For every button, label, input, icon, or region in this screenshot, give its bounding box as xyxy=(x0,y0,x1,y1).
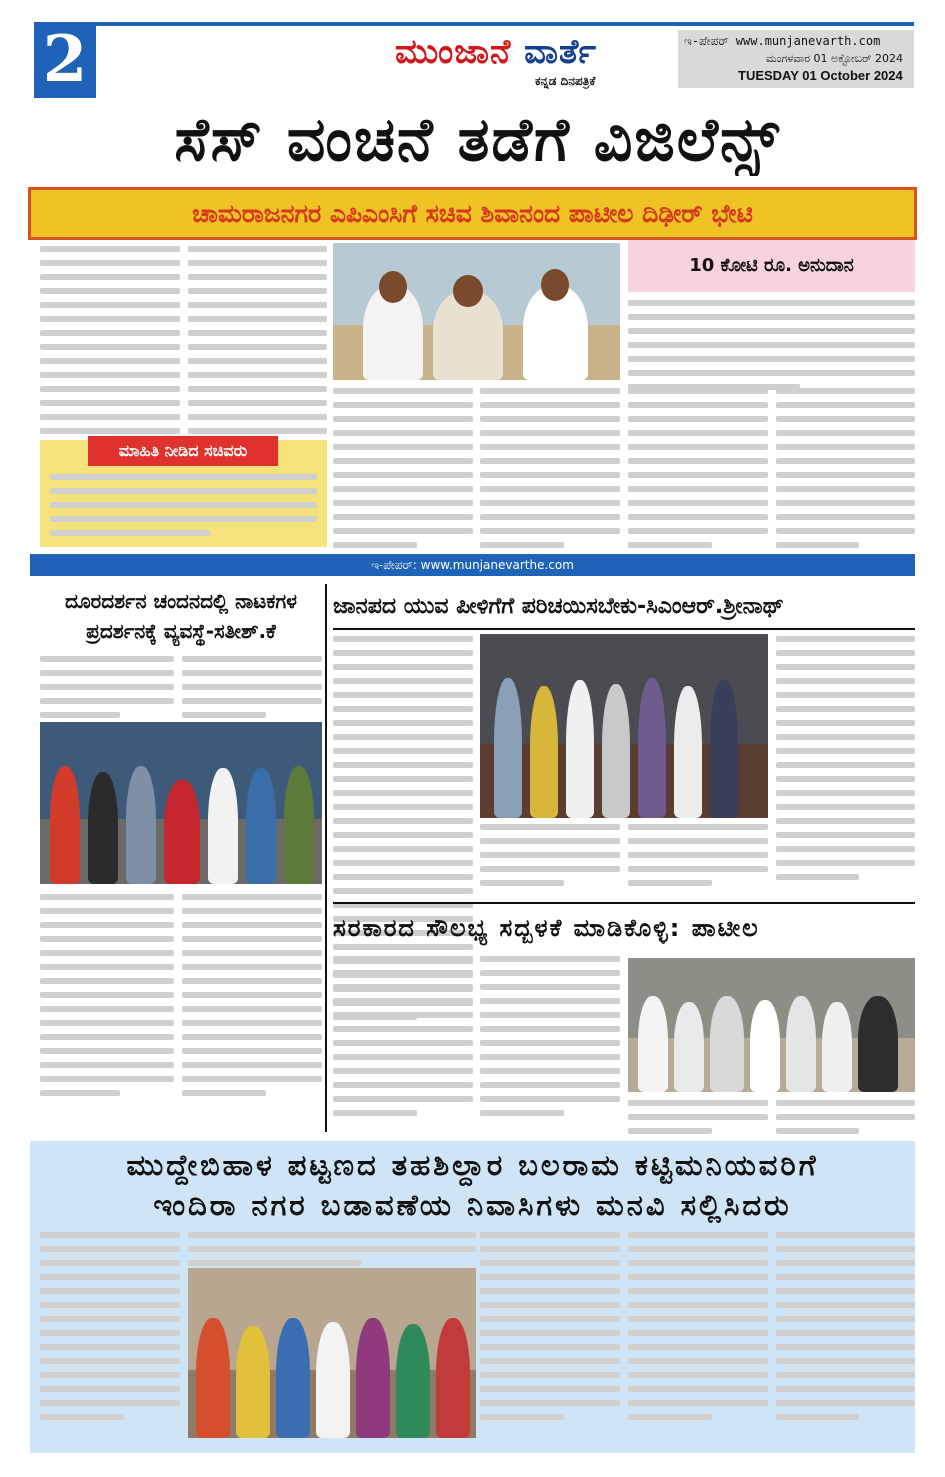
column-separator xyxy=(325,584,327,1132)
grant-article xyxy=(628,300,915,398)
doordarshan-photo-felicitation xyxy=(40,722,322,884)
muddebihal-headline xyxy=(30,1145,915,1225)
sarkara-article-column-4 xyxy=(776,1100,915,1142)
janapada-article-column-2 xyxy=(480,824,620,894)
doordarshan-article-column-3 xyxy=(40,894,174,1104)
masthead xyxy=(0,0,945,100)
lead-photo-minister-visit xyxy=(333,243,620,380)
grant-box xyxy=(628,240,915,292)
newspaper-tagline: ಕನ್ನಡ ದಿನಪತ್ರಿಕೆ xyxy=(535,74,596,88)
muddebihal-photo-residents xyxy=(188,1268,476,1438)
lead-headline: ಸೆಸ್ ವಂಚನೆ ತಡೆಗೆ ವಿಜಿಲೆನ್ಸ್ xyxy=(174,105,781,175)
info-box xyxy=(40,440,327,547)
section-rule xyxy=(333,628,915,630)
doordarshan-article-column-2 xyxy=(182,656,322,726)
epaper-strip xyxy=(30,554,915,576)
muddebihal-headline-line-1: ಮುದ್ದೇಬಿಹಾಳ ಪಟ್ಟಣದ ತಹಶಿಲ್ದಾರ ಬಲರಾಮ ಕಟ್ಟಿಮನಿಯವರಿಗೆ xyxy=(126,1148,819,1182)
lead-article-column-1 xyxy=(40,246,180,456)
janapada-article-column-4 xyxy=(776,636,915,888)
lead-article-column-2 xyxy=(188,246,327,456)
lead-subheadline-banner xyxy=(28,187,917,240)
epaper-strip-label[interactable]: ಇ-ಪೇಪರ್: www.munjanevarthe.com xyxy=(371,558,574,572)
edition-date-kannada: ಮಂಗಳವಾರ 01 ಅಕ್ಟೋಬರ್ 2024 xyxy=(766,52,903,65)
doordarshan-article-column-1 xyxy=(40,656,174,726)
lead-article-column-3 xyxy=(333,388,473,556)
lead-article-column-6 xyxy=(776,388,915,556)
logo-word-munjane: ಮುಂಜಾನೆ xyxy=(395,32,512,72)
sarkara-article-column-1 xyxy=(333,956,473,1124)
info-box-title: ಮಾಹಿತಿ ನೀಡಿದ ಸಚಿವರು xyxy=(88,436,278,466)
lead-article-column-5 xyxy=(628,388,768,556)
sarkara-photo-distribution xyxy=(628,958,915,1092)
janapada-headline: ಜಾನಪದ ಯುವ ಪೀಳಿಗೆಗೆ ಪರಿಚಯಿಸಬೇಕು-ಸಿಎಂಆರ್.ಶ್ರೀನಾಥ್ xyxy=(333,594,784,619)
sarkara-headline: ಸರಕಾರದ ಸೌಲಭ್ಯ ಸದ್ಬಳಕೆ ಮಾಡಿಕೊಳ್ಳಿ: ಪಾಟೀಲ xyxy=(333,914,760,942)
masthead-rule xyxy=(34,22,914,26)
page-number: 2 xyxy=(34,22,96,98)
doordarshan-article-column-4 xyxy=(182,894,322,1104)
lead-article-column-4 xyxy=(480,388,620,556)
muddebihal-headline-line-2: ಇಂದಿರಾ ನಗರ ಬಡಾವಣೆಯ ನಿವಾಸಿಗಳು ಮನವಿ ಸಲ್ಲಿಸಿದರು xyxy=(153,1188,792,1222)
edition-info-box xyxy=(678,30,914,88)
info-box-text xyxy=(50,474,317,544)
janapada-article-column-3 xyxy=(628,824,768,894)
edition-date-english: TUESDAY 01 October 2024 xyxy=(738,68,903,83)
doordarshan-headline: ದೂರದರ್ಶನ ಚಂದನದಲ್ಲಿ ನಾಟಕಗಳ ಪ್ರದರ್ಶನಕ್ಕೆ ವ್ಯವಸ್ಥೆ-ಸತೀಶ್.ಕೆ xyxy=(64,589,298,643)
muddebihal-article-column-3 xyxy=(480,1232,620,1428)
muddebihal-article-column-1 xyxy=(40,1232,180,1428)
sarkara-article-column-3 xyxy=(628,1100,768,1142)
section-rule xyxy=(333,902,915,904)
lead-subheadline: ಚಾಮರಾಜನಗರ ಎಪಿಎಂಸಿಗೆ ಸಚಿವ ಶಿವಾನಂದ ಪಾಟೀಲ ದಿಢೀರ್ ಭೇಟಿ xyxy=(192,199,753,228)
logo-word-varthe: ವಾರ್ತೆ xyxy=(524,32,597,72)
newspaper-logo xyxy=(395,32,597,72)
epaper-site-link[interactable]: ಇ-ಪೇಪರ್ www.munjanevarth.com xyxy=(684,34,881,48)
muddebihal-article-column-5 xyxy=(776,1232,915,1428)
muddebihal-article-column-4 xyxy=(628,1232,768,1428)
janapada-photo-lamp-lighting xyxy=(480,634,768,818)
sarkara-article-column-2 xyxy=(480,956,620,1124)
grant-box-title: 10 ಕೋಟಿ ರೂ. ಅನುದಾನ xyxy=(689,255,854,276)
